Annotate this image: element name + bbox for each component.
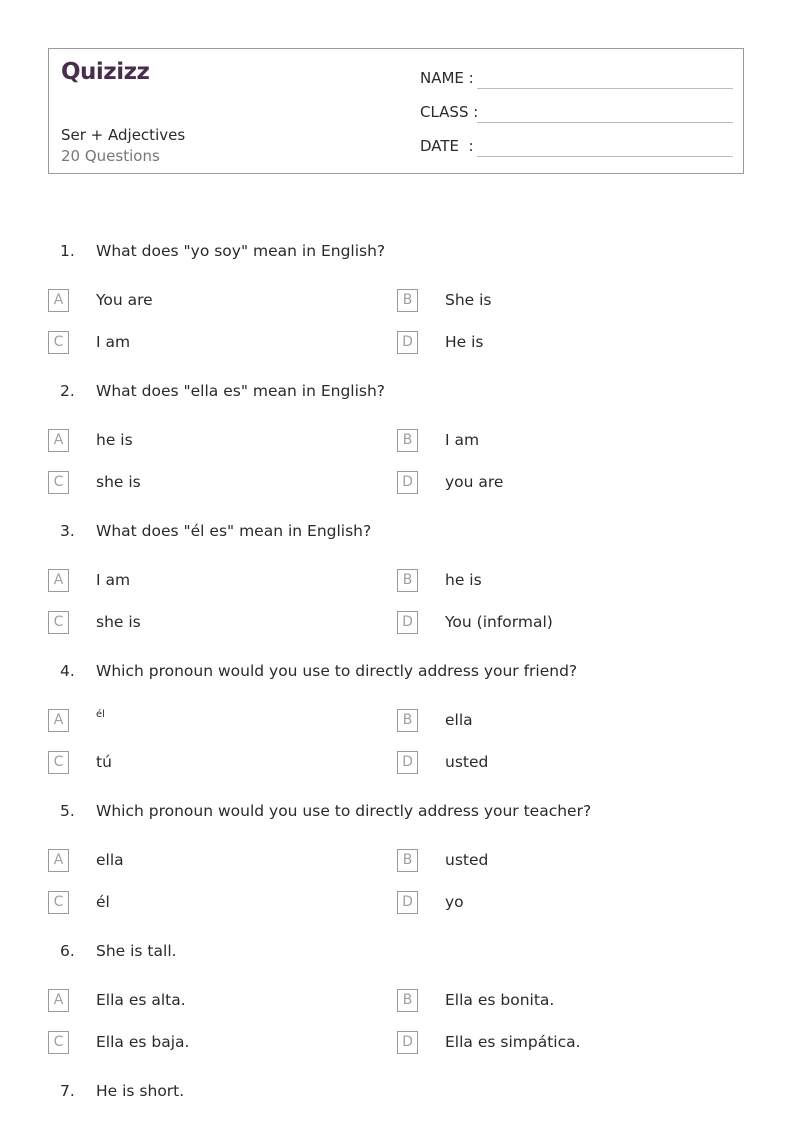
option-a-box[interactable]: A bbox=[48, 709, 69, 732]
option-a-text: Ella es alta. bbox=[96, 991, 186, 1009]
option-d-text: yo bbox=[445, 893, 464, 911]
question-number: 4. bbox=[60, 662, 75, 680]
option-b-box[interactable]: B bbox=[397, 569, 418, 592]
option-c-text: I am bbox=[96, 333, 131, 351]
option-a-text: él bbox=[96, 709, 105, 720]
option-a-box[interactable]: A bbox=[48, 569, 69, 592]
option-b-box[interactable]: B bbox=[397, 849, 418, 872]
worksheet-header bbox=[48, 48, 744, 174]
question-number: 3. bbox=[60, 522, 75, 540]
option-d-box[interactable]: D bbox=[397, 1031, 418, 1054]
question-text: What does "él es" mean in English? bbox=[96, 522, 372, 540]
option-d-text: you are bbox=[445, 473, 504, 491]
option-c-box[interactable]: C bbox=[48, 891, 69, 914]
option-b-text: Ella es bonita. bbox=[445, 991, 555, 1009]
date-label: DATE : bbox=[420, 137, 474, 155]
option-d-box[interactable]: D bbox=[397, 611, 418, 634]
quizizz-logo: Quizizz bbox=[61, 59, 150, 85]
question-text: She is tall. bbox=[96, 942, 177, 960]
option-d-box[interactable]: D bbox=[397, 891, 418, 914]
option-b-box[interactable]: B bbox=[397, 709, 418, 732]
option-b-text: usted bbox=[445, 851, 489, 869]
option-b-box[interactable]: B bbox=[397, 289, 418, 312]
question-count: 20 Questions bbox=[61, 147, 160, 165]
option-c-text: él bbox=[96, 893, 110, 911]
option-c-box[interactable]: C bbox=[48, 471, 69, 494]
option-d-box[interactable]: D bbox=[397, 471, 418, 494]
option-b-text: ella bbox=[445, 711, 473, 729]
option-c-box[interactable]: C bbox=[48, 331, 69, 354]
question-number: 5. bbox=[60, 802, 75, 820]
option-d-text: You (informal) bbox=[445, 613, 553, 631]
option-d-text: He is bbox=[445, 333, 484, 351]
question-text: Which pronoun would you use to directly address your teacher? bbox=[96, 802, 592, 820]
option-a-text: I am bbox=[96, 571, 131, 589]
option-c-text: she is bbox=[96, 613, 141, 631]
option-c-box[interactable]: C bbox=[48, 611, 69, 634]
option-d-text: Ella es simpática. bbox=[445, 1033, 581, 1051]
option-a-box[interactable]: A bbox=[48, 429, 69, 452]
option-a-text: ella bbox=[96, 851, 124, 869]
question-text: What does "ella es" mean in English? bbox=[96, 382, 386, 400]
option-b-text: he is bbox=[445, 571, 482, 589]
worksheet-title: Ser + Adjectives bbox=[61, 126, 186, 144]
option-d-box[interactable]: D bbox=[397, 751, 418, 774]
option-a-text: You are bbox=[96, 291, 153, 309]
class-label: CLASS : bbox=[420, 103, 479, 121]
question-text: What does "yo soy" mean in English? bbox=[96, 242, 386, 260]
class-line[interactable] bbox=[477, 122, 733, 123]
question-number: 1. bbox=[60, 242, 75, 260]
question-text: Which pronoun would you use to directly address your friend? bbox=[96, 662, 578, 680]
question-number: 2. bbox=[60, 382, 75, 400]
option-c-text: she is bbox=[96, 473, 141, 491]
option-a-box[interactable]: A bbox=[48, 989, 69, 1012]
option-a-box[interactable]: A bbox=[48, 849, 69, 872]
option-c-text: tú bbox=[96, 753, 112, 771]
option-b-text: She is bbox=[445, 291, 492, 309]
option-c-box[interactable]: C bbox=[48, 1031, 69, 1054]
option-d-box[interactable]: D bbox=[397, 331, 418, 354]
question-text: He is short. bbox=[96, 1082, 185, 1100]
option-a-text: he is bbox=[96, 431, 133, 449]
date-line[interactable] bbox=[477, 156, 733, 157]
name-line[interactable] bbox=[477, 88, 733, 89]
question-number: 6. bbox=[60, 942, 75, 960]
option-a-box[interactable]: A bbox=[48, 289, 69, 312]
question-number: 7. bbox=[60, 1082, 75, 1100]
option-c-text: Ella es baja. bbox=[96, 1033, 190, 1051]
name-label: NAME : bbox=[420, 69, 474, 87]
option-c-box[interactable]: C bbox=[48, 751, 69, 774]
option-b-box[interactable]: B bbox=[397, 989, 418, 1012]
option-d-text: usted bbox=[445, 753, 489, 771]
option-b-box[interactable]: B bbox=[397, 429, 418, 452]
option-b-text: I am bbox=[445, 431, 480, 449]
